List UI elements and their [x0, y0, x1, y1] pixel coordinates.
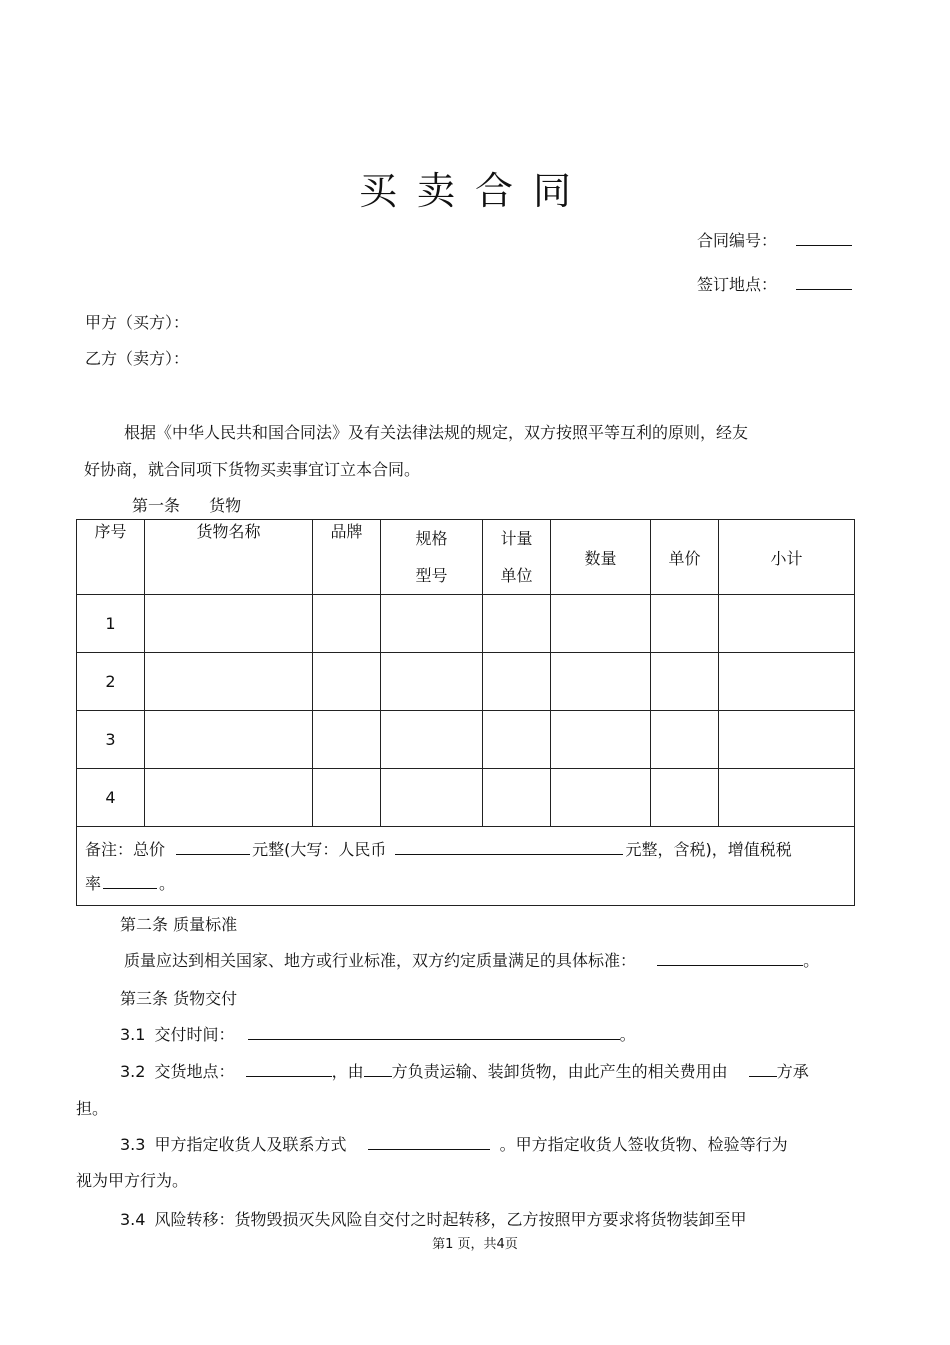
header-unit-line1: 计量 [500, 529, 533, 548]
table-row [77, 653, 855, 711]
note-capital-label: 元整(大写：人民币 [252, 840, 387, 859]
clause-3-2-continued: 担。 [76, 1099, 109, 1118]
cell-name[interactable] [145, 595, 313, 653]
clause-3-4-text: 风险转移：货物毁损灭失风险自交付之时起转移，乙方按照甲方要求将货物装卸至甲 [154, 1210, 747, 1229]
cell-qty[interactable] [551, 653, 651, 711]
header-qty: 数量 [551, 520, 651, 595]
clause-3-2-end: 方承 [776, 1062, 809, 1081]
page-title: 买卖合同 [358, 169, 591, 213]
clause-3-2-cost: 方负责运输、装卸货物，由此产生的相关费用由 [391, 1062, 728, 1081]
table-row [77, 595, 855, 653]
note-rate-label: 率 [85, 874, 102, 893]
cell-brand[interactable] [313, 653, 381, 711]
delivery-place-field[interactable] [246, 1062, 332, 1077]
cell-brand[interactable] [313, 769, 381, 827]
note-capital-field[interactable] [395, 840, 623, 855]
note-rate-field[interactable] [103, 874, 157, 889]
intro-line-1: 根据《中华人民共和国合同法》及有关法律法规的规定，双方按照平等互利的原则，经友 [124, 423, 749, 442]
cell-price[interactable] [651, 653, 719, 711]
header-spec [381, 520, 483, 595]
contract-number-label: 合同编号： [697, 231, 778, 250]
note-total-field[interactable] [176, 840, 250, 855]
cell-spec[interactable] [381, 653, 483, 711]
clause-3-4 [120, 1207, 747, 1230]
header-unit [483, 520, 551, 595]
clause-3-1 [120, 1022, 636, 1045]
sign-place-line [697, 272, 852, 295]
article-3-heading: 第三条 货物交付 [120, 989, 238, 1008]
goods-table [76, 519, 855, 906]
article-2-text [124, 948, 819, 971]
contract-number-field[interactable] [796, 231, 852, 246]
page-footer: 第1 页，共4页 [432, 1237, 518, 1252]
row-seq: 3 [77, 711, 145, 769]
cell-subtotal[interactable] [719, 711, 855, 769]
cell-qty[interactable] [551, 711, 651, 769]
cell-brand[interactable] [313, 595, 381, 653]
party-a-label: 甲方（买方）： [85, 313, 190, 332]
cost-party-field[interactable] [749, 1062, 777, 1077]
table-row [77, 769, 855, 827]
cell-subtotal[interactable] [719, 595, 855, 653]
clause-3-2 [120, 1059, 809, 1082]
article-1-number: 第一条 [132, 496, 181, 515]
clause-3-4-number: 3.4 [120, 1210, 146, 1229]
consignee-field[interactable] [368, 1135, 490, 1150]
cell-price[interactable] [651, 769, 719, 827]
row-seq: 4 [77, 769, 145, 827]
table-row [77, 711, 855, 769]
cell-subtotal[interactable] [719, 769, 855, 827]
note-total-label: 备注：总价 [85, 840, 166, 859]
cell-unit[interactable] [483, 653, 551, 711]
sign-place-field[interactable] [796, 275, 852, 290]
header-spec-line2: 型号 [415, 566, 448, 585]
cell-unit[interactable] [483, 769, 551, 827]
cell-name[interactable] [145, 711, 313, 769]
clause-3-2-label: 交货地点： [154, 1062, 235, 1081]
header-subtotal: 小计 [719, 520, 855, 595]
note-end: 。 [159, 874, 176, 893]
cell-subtotal[interactable] [719, 653, 855, 711]
cell-price[interactable] [651, 711, 719, 769]
article-2-heading: 第二条 质量标准 [120, 915, 238, 934]
cell-brand[interactable] [313, 711, 381, 769]
cell-unit[interactable] [483, 595, 551, 653]
cell-name[interactable] [145, 653, 313, 711]
transport-party-field[interactable] [364, 1062, 392, 1077]
clause-3-1-label: 交付时间： [154, 1025, 235, 1044]
delivery-time-field[interactable] [248, 1025, 620, 1040]
clause-3-1-period: 。 [619, 1025, 636, 1044]
clause-3-3-label: 甲方指定收货人及联系方式 [154, 1135, 347, 1154]
clause-3-3-number: 3.3 [120, 1135, 146, 1154]
cell-spec[interactable] [381, 595, 483, 653]
cell-qty[interactable] [551, 595, 651, 653]
party-b-label: 乙方（卖方）： [85, 349, 190, 368]
table-note [77, 827, 855, 906]
header-spec-line1: 规格 [415, 529, 448, 548]
article-1-heading [132, 493, 241, 516]
article-2-period: 。 [803, 951, 820, 970]
clause-3-1-number: 3.1 [120, 1025, 146, 1044]
header-seq: 序号 [77, 520, 145, 595]
article-1-title: 货物 [209, 496, 242, 515]
table-note-row [77, 827, 855, 906]
contract-number-line [697, 228, 852, 251]
quality-standard-field[interactable] [657, 951, 803, 966]
header-price: 单价 [651, 520, 719, 595]
cell-spec[interactable] [381, 711, 483, 769]
row-seq: 1 [77, 595, 145, 653]
cell-name[interactable] [145, 769, 313, 827]
clause-3-3 [120, 1132, 788, 1155]
clause-3-2-number: 3.2 [120, 1062, 146, 1081]
header-brand: 品牌 [313, 520, 381, 595]
cell-price[interactable] [651, 595, 719, 653]
clause-3-2-by: ，由 [331, 1062, 364, 1081]
note-tax-label: 元整，含税)，增值税税 [625, 840, 792, 859]
sign-place-label: 签订地点： [697, 275, 778, 294]
cell-unit[interactable] [483, 711, 551, 769]
cell-spec[interactable] [381, 769, 483, 827]
clause-3-3-continued: 视为甲方行为。 [76, 1171, 189, 1190]
article-2-text-body: 质量应达到相关国家、地方或行业标准，双方约定质量满足的具体标准： [124, 951, 637, 970]
cell-qty[interactable] [551, 769, 651, 827]
header-unit-line2: 单位 [500, 566, 533, 585]
intro-line-2: 好协商，就合同项下货物买卖事宜订立本合同。 [84, 460, 421, 479]
header-name: 货物名称 [145, 520, 313, 595]
clause-3-3-text: 。甲方指定收货人签收货物、检验等行为 [499, 1135, 788, 1154]
row-seq: 2 [77, 653, 145, 711]
table-header-row [77, 520, 855, 595]
